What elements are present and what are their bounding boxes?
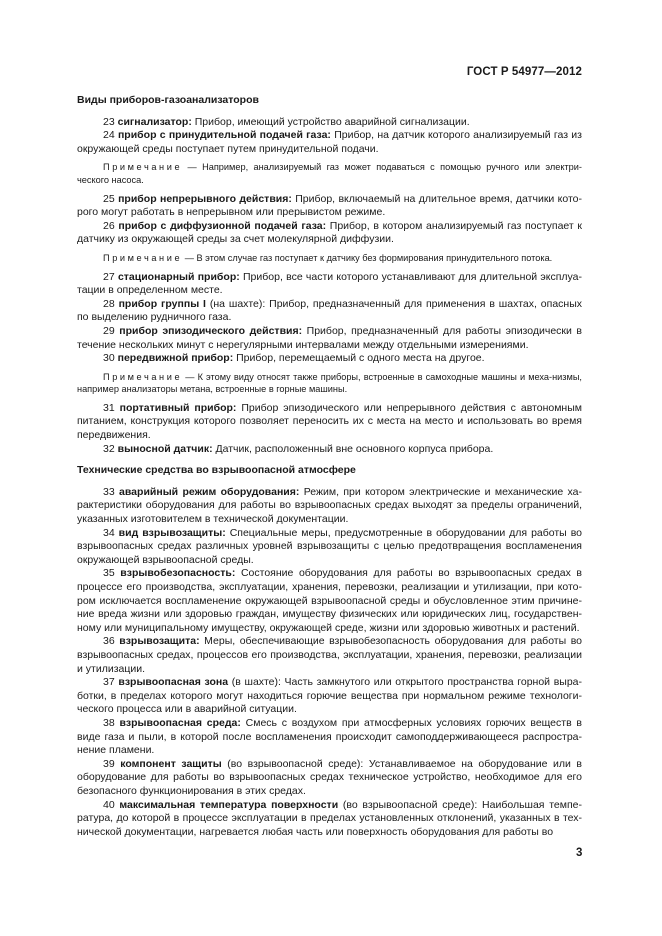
page-content: [77, 94, 582, 839]
term-35: 35 взрывобезопасность: Состояние оборудования для работы во взрывоопасных средах в процессе его производства, эксплуатации, хранения, перевозки, реализации и утилизации, при кото-ром исключается воспламенение окружающей взрывоопасной среды и обусловленное этим причине-ние вреда жизни или здоровью граждан, имуществу физических или юридических лиц, государствен-ному или муниципальному имуществу, окружающей среде, жизни или здоровью животных и растений.: [77, 567, 582, 634]
term-definition: (на шахте): Прибор, предназначенный для применения в шахтах, опасных по выделению рудничного газа.: [77, 297, 583, 324]
note-30: [77, 371, 582, 396]
term-25: 25 прибор непрерывного действия: Прибор, включаемый на длительное время, датчики кото-рого могут работать в непрерывном или прерывистом режиме.: [77, 192, 583, 219]
term-definition: Прибор, на датчик которого анализируемый газ из окружающей среды поступает путем принудительной подачи.: [77, 129, 582, 155]
note-label: Примечание: [103, 162, 183, 173]
term-39: 39 компонент защиты (во взрывоопасной среде): Устанавливаемое на оборудование или в оборудование для работы во взрывоопасных средах техническое устройство, необходимое для его безопасного функционирования в этих средах.: [77, 757, 583, 797]
term-name: передвижной прибор:: [117, 352, 234, 365]
term-name: выносной датчик:: [117, 442, 213, 455]
term-definition: (во взрывоопасной среде): Устанавливаемое на оборудование или в оборудование для работы во взрывоопасных средах техническое устройство, необходимое для его безопасного функционирования в этих средах.: [77, 757, 583, 797]
term-29: 29 прибор эпизодического действия: Прибор, предназначенный для работы эпизодически в течение нескольких минут с нерегулярными интервалами между отдельными измерениями.: [77, 324, 583, 351]
term-definition: Смесь с воздухом при атмосферных условиях горючих веществ в виде газа и пыли, в которой после воспламенения происходит самоподдерживающееся распростра-нение пламени.: [77, 716, 583, 757]
section-title-gas-analyzer-types: Виды приборов-газоанализаторов: [77, 94, 259, 106]
term-definition: Прибор, включаемый на длительное время, датчики кото-рого могут работать в непрерывном или прерывистом режиме.: [77, 192, 583, 219]
note-label: Примечание: [103, 371, 183, 382]
term-name: прибор с диффузионной подачей газа:: [118, 219, 327, 232]
term-23: 23 сигнализатор: Прибор, имеющий устройство аварийной сигнализации.: [103, 115, 470, 128]
term-name: максимальная температура поверхности: [119, 798, 339, 811]
term-name: взрывобезопасность:: [120, 567, 236, 580]
term-name: прибор с принудительной подачей газа:: [117, 129, 331, 142]
section-title-explosive-atmosphere: Технические средства во взрывоопасной атмосфере: [77, 464, 356, 477]
note-text: — В этом случае газ поступает к датчику без формирования принудительного потока.: [184, 252, 553, 263]
note-text: — К этому виду относят также приборы, встроенные в самоходные машины и меха-низмы, например анализаторы метана, встроенные в горные машины.: [77, 371, 582, 395]
term-27: 27 стационарный прибор: Прибор, все части которого устанавливают для длительной эксплуа-тации в определенном месте.: [77, 270, 583, 297]
note-text: — Например, анализируемый газ может подаваться с помощью ручного или электри-ческого насоса.: [77, 162, 582, 185]
term-definition: Режим, при котором электрические и механические ха-рактеристики оборудования для работы во взрывоопасных средах выходят за пределы ограничений, указанных изготовителем в технической документации.: [77, 485, 582, 526]
document-id: ГОСТ Р 54977—2012: [466, 66, 582, 78]
term-definition: Прибор, все части которого устанавливают для длительной эксплуа-тации в определенном месте.: [77, 270, 583, 297]
term-definition: Прибор эпизодического или непрерывного действия с автономным питанием, конструкция которого позволяет переносить их с места на место и использовать во время передвижения.: [77, 401, 582, 442]
term-36: 36 взрывозащита: Меры, обеспечивающие взрывобезопасность оборудования для работы во взрывоопасных средах, процессов его производства, эксплуатации, хранения, перевозки, реализации и утилизации.: [77, 635, 583, 675]
term-name: компонент защиты: [120, 757, 222, 770]
term-definition: (в шахте): Часть замкнутого или открытого пространства горной выра-ботки, в пределах которого могут находиться горючие вещества при нормальном режиме технологи-ческого процесса или в аварийной ситуации.: [77, 676, 583, 716]
page-number: 3: [576, 847, 583, 859]
term-34: 34 вид взрывозащиты: Специальные меры, предусмотренные в оборудовании для работы во взрывоопасных средах различных уровней взрывозащиты с целью предотвращения воспламенения окружающей взрывоопасной среды.: [77, 526, 583, 566]
term-40: 40 максимальная температура поверхности (во взрывоопасной среде): Наибольшая темпе-ратура, до которой в процессе эксплуатации в пределах установленных отклонений, указанных в тех-нической документации, нагревается любая часть или поверхность оборудования для работы во: [77, 798, 582, 838]
note-label: Примечание: [103, 252, 183, 263]
term-37: 37 взрывоопасная зона (в шахте): Часть замкнутого или открытого пространства горной выра-ботки, в пределах которого могут находиться горючие вещества при нормальном режиме технологи-ческого процесса или в аварийной ситуации.: [77, 676, 583, 716]
term-33: 33 аварийный режим оборудования: Режим, при котором электрические и механические ха-рактеристики оборудования для работы во взрывоопасных средах выходят за пределы ограничений, указанных изготовителем в технической документации.: [77, 485, 582, 526]
term-definition: Меры, обеспечивающие взрывобезопасность оборудования для работы во взрывоопасных средах, процессов его производства, эксплуатации, хранения, перевозки, реализации и утилизации.: [77, 635, 583, 675]
term-name: взрывозащита:: [119, 635, 200, 648]
term-definition: Прибор, перемещаемый с одного места на другое.: [233, 352, 485, 365]
term-definition: Датчик, расположенный вне основного корпуса прибора.: [212, 442, 494, 455]
term-name: аварийный режим оборудования:: [119, 485, 300, 498]
spacer: [77, 456, 582, 464]
term-definition: (во взрывоопасной среде): Наибольшая темпе-ратура, до которой в процессе эксплуатации в пределах установленных отклонений, указанных в тех-нической документации, нагревается любая часть или поверхность оборудования для работы во: [77, 798, 582, 838]
term-definition: Прибор, в котором анализируемый газ поступает к датчику из окружающей среды за счет молекулярной диффузии.: [77, 219, 582, 246]
term-32: 32 выносной датчик: Датчик, расположенный вне основного корпуса прибора.: [103, 442, 494, 455]
term-name: вид взрывозащиты:: [118, 526, 226, 539]
note-26: [77, 252, 582, 265]
term-name: сигнализатор:: [117, 115, 192, 128]
term-26: 26 прибор с диффузионной подачей газа: Прибор, в котором анализируемый газ поступает к датчику из окружающей среды за счет молекулярной диффузии.: [77, 219, 582, 246]
term-name: взрывоопасная зона: [118, 676, 229, 689]
term-name: портативный прибор:: [119, 401, 237, 414]
term-name: стационарный прибор:: [117, 270, 240, 283]
term-24: 24 прибор с принудительной подачей газа: Прибор, на датчик которого анализируемый газ из окружающей среды поступает путем принудительной подачи.: [77, 129, 582, 155]
term-definition: Прибор, имеющий устройство аварийной сигнализации.: [191, 115, 470, 128]
term-name: взрывоопасная среда:: [119, 716, 241, 729]
term-definition: Прибор, предназначенный для работы эпизодически в течение нескольких минут с нерегулярными интервалами между отдельными измерениями.: [77, 324, 583, 351]
note-24: [77, 161, 582, 186]
term-30: 30 передвижной прибор: Прибор, перемещаемый с одного места на другое.: [103, 352, 485, 365]
term-38: 38 взрывоопасная среда: Смесь с воздухом при атмосферных условиях горючих веществ в виде газа и пыли, в которой после воспламенения происходит самоподдерживающееся распростра-нение пламени.: [77, 716, 583, 757]
term-name: прибор группы I: [118, 297, 206, 310]
term-name: прибор непрерывного действия:: [118, 192, 292, 205]
term-31: 31 портативный прибор: Прибор эпизодического или непрерывного действия с автономным питанием, конструкция которого позволяет переносить их с места на место и использовать во время передвижения.: [77, 401, 582, 442]
term-definition: Состояние оборудования для работы во взрывоопасных средах в процессе его производства, эксплуатации, хранения, перевозки, реализации и утилизации, при кото-ром исключается воспламенение окружающей взрывоопасной среды и обусловленное этим причине-ние вреда жизни или здоровью граждан, имуществу физических или юридических лиц, государствен-ному или муниципальному имуществу, окружающей среде, жизни или здоровью животных и растений.: [77, 567, 582, 634]
term-definition: Специальные меры, предусмотренные в оборудовании для работы во взрывоопасных средах различных уровней взрывозащиты с целью предотвращения воспламенения окружающей взрывоопасной среды.: [77, 526, 583, 566]
term-28: 28 прибор группы I (на шахте): Прибор, предназначенный для применения в шахтах, опасных по выделению рудничного газа.: [77, 297, 583, 324]
term-name: прибор эпизодического действия:: [119, 324, 303, 337]
